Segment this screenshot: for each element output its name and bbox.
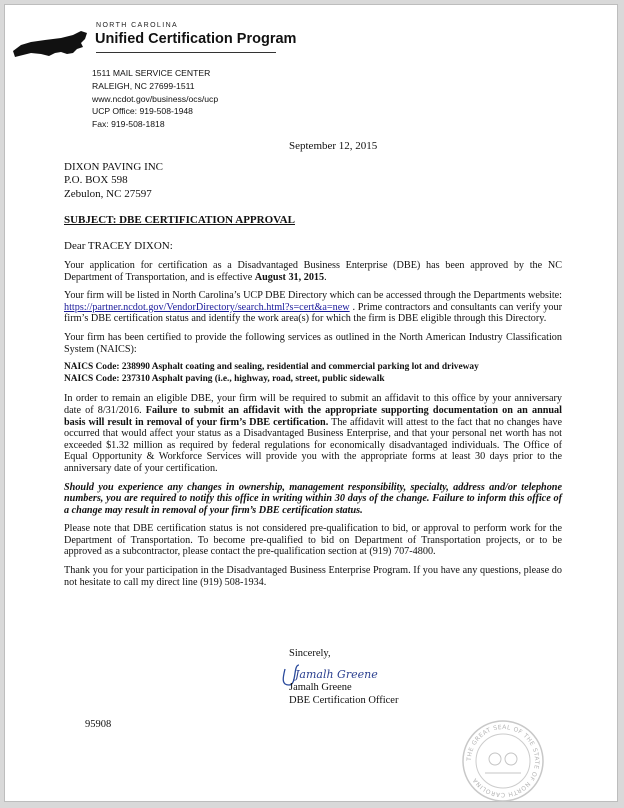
paragraph-directory: Your firm will be listed in North Carolina’s UCP DBE Directory which can be accessed through the Departments website: https://partner.ncdot.gov/VendorDirectory/search.html?s=cert&a=new . Prime contractors and consultants can verify your firm’s DBE certification status and identify the work area(s) for which the firm is DBE eligible through this Directory.: [64, 290, 562, 325]
reference-code: 95908: [85, 719, 112, 730]
paragraph-thanks: Thank you for your participation in the Disadvantaged Business Enterprise Program. If you have any questions, please do not hesitate to call my direct line (919) 508-1934.: [64, 565, 562, 588]
program-name: Unified Certification Program: [95, 31, 297, 47]
closing: Sincerely,: [289, 648, 331, 659]
address-line-street: 1511 MAIL SERVICE CENTER: [92, 68, 211, 78]
logo-divider: [96, 52, 276, 53]
address-line-website: www.ncdot.gov/business/ocs/ucp: [92, 93, 219, 104]
letter-date: September 12, 2015: [289, 140, 378, 152]
office-address: [92, 67, 218, 131]
address-line-phone: UCP Office: 919-508-1948: [92, 106, 193, 117]
naics-code-line: NAICS Code: 237310 Asphalt paving (i.e., highway, road, street, public sidewalk: [64, 373, 385, 384]
north-carolina-map-icon: [11, 29, 89, 59]
address-line-city: RALEIGH, NC 27699-1511: [92, 80, 195, 91]
letter-page: [4, 4, 618, 802]
recipient-po-box: P.O. BOX 598: [64, 174, 128, 187]
state-seal-icon: [461, 719, 545, 803]
recipient-block: [64, 161, 163, 201]
paragraph-change-notice: Should you experience any changes in ownership, management responsibility, specialty, address and/or telephone numbers, you are required to notify this office in writing within 30 days of the change. Failure to inform this office of a change may result in removal of your firm’s DBE certification status.: [64, 481, 562, 516]
letter-subject: SUBJECT: DBE CERTIFICATION APPROVAL: [64, 214, 295, 226]
address-line-fax: Fax: 919-508-1818: [92, 119, 165, 130]
paragraph-affidavit: In order to remain an eligible DBE, your firm will be required to submit an affidavit to this office by your anniversary date of 8/31/2016. Failure to submit an affidavit with the appropriate supporting documentation on an annual basis will result in removal of your firm’s DBE certification. The affidavit will attest to the fact that no changes have occurred that would affect your status as a Disadvantaged Business Enterprise, and that your personal net worth has not exceeded $1.32 million as required by federal regulations for economically disadvantaged individuals. The Office of Equal Opportunity & Workforce Services will provide you with the appropriate forms at least 30 days prior to the anniversary date of your certification.: [64, 393, 562, 474]
naics-code-line: NAICS Code: 238990 Asphalt coating and sealing, residential and commercial parking lot and driveway: [64, 362, 479, 373]
affidavit-warning: Failure to submit an affidavit with the appropriate supporting documentation on an annual basis will result in removal of your firm’s DBE certification.: [64, 404, 562, 428]
svg-text:Jamalh Greene: Jamalh Greene: [295, 668, 378, 681]
letter-body: [64, 260, 562, 595]
signer-title: DBE Certification Officer: [289, 695, 399, 707]
paragraph-naics-intro: Your firm has been certified to provide the following services as outlined in the North American Industry Classification System (NAICS):: [64, 331, 562, 355]
paragraph-prequalification: Please note that DBE certification status is not considered pre-qualification to bid, or approval to perform work for the Department of Transportation. To become pre-qualified to bid on Department of Transportation projects, or to be approved as a subcontractor, please contact the pre-qualification section at (919) 707-4800.: [64, 523, 562, 558]
effective-date: August 31, 2015: [254, 271, 325, 283]
salutation: Dear TRACEY DIXON:: [64, 240, 173, 252]
svg-text:THE GREAT SEAL OF THE STATE OF: THE GREAT SEAL OF THE STATE OF NORTH CAROLINA: [465, 723, 541, 799]
state-name: NORTH CAROLINA: [96, 22, 179, 29]
recipient-company: DIXON PAVING INC: [64, 161, 164, 173]
signer-block: [289, 681, 398, 708]
recipient-city: Zebulon, NC 27597: [64, 187, 152, 200]
signer-name: Jamalh Greene: [289, 682, 352, 693]
paragraph-approval: Your application for certification as a Disadvantaged Business Enterprise (DBE) has been approved by the NC Department of Transportation, and is effective August 31, 2015.: [64, 260, 562, 283]
program-logo: [11, 21, 297, 61]
vendor-directory-link[interactable]: https://partner.ncdot.gov/VendorDirectory/search.html?s=cert&a=new: [64, 301, 350, 313]
